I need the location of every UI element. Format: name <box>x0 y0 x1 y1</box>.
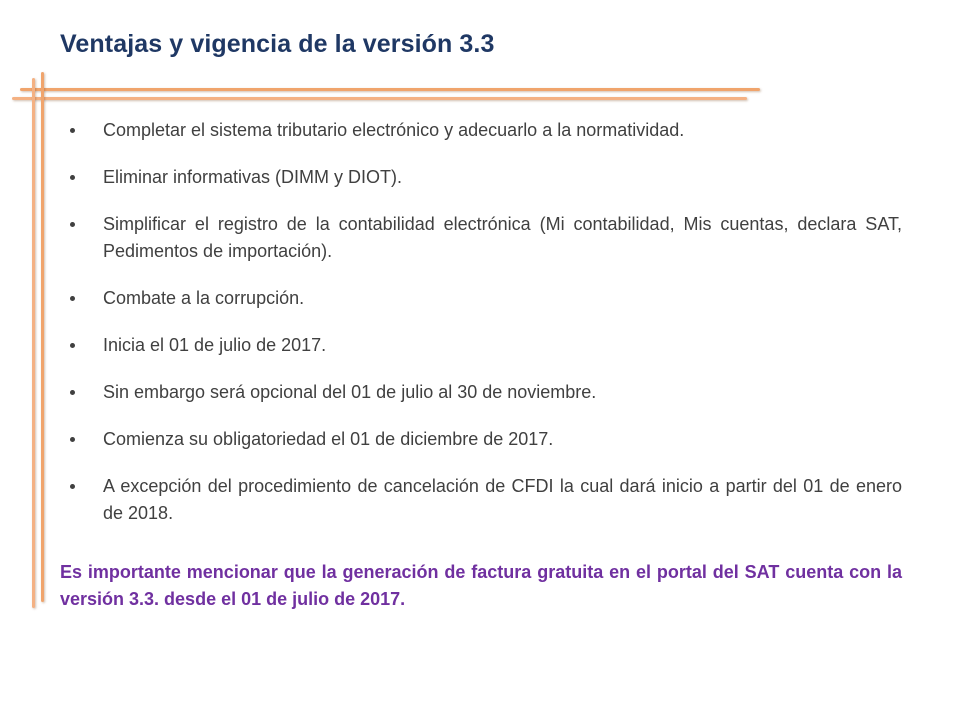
frame-line-horizontal-bottom <box>12 97 747 100</box>
bullet-icon <box>70 484 75 489</box>
frame-line-horizontal-top <box>20 88 760 91</box>
list-item-text: A excepción del procedimiento de cancelación de CFDI la cual dará inicio a partir del 01 de enero de 2018. <box>103 476 902 523</box>
list-item-text: Sin embargo será opcional del 01 de julio al 30 de noviembre. <box>103 382 597 402</box>
list-item-text: Completar el sistema tributario electrónico y adecuarlo a la normatividad. <box>103 120 685 140</box>
list-item <box>60 426 902 453</box>
list-item <box>60 164 902 191</box>
list-item <box>60 473 902 527</box>
list-item-text: Combate a la corrupción. <box>103 288 305 308</box>
list-item-text: Eliminar informativas (DIMM y DIOT). <box>103 167 403 187</box>
bullet-icon <box>70 128 75 133</box>
list-item <box>60 332 902 359</box>
list-item <box>60 117 902 144</box>
list-item <box>60 379 902 406</box>
list-item-text: Comienza su obligatoriedad el 01 de diciembre de 2017. <box>103 429 554 449</box>
bullet-icon <box>70 296 75 301</box>
list-item-text: Simplificar el registro de la contabilidad electrónica (Mi contabilidad, Mis cuentas, declara SAT, Pedimentos de importación). <box>103 214 902 261</box>
bullet-icon <box>70 222 75 227</box>
bullet-list <box>60 117 902 547</box>
frame-line-vertical-outer <box>32 78 35 608</box>
slide-title: Ventajas y vigencia de la versión 3.3 <box>60 30 495 58</box>
bullet-icon <box>70 343 75 348</box>
bullet-icon <box>70 437 75 442</box>
list-item-text: Inicia el 01 de julio de 2017. <box>103 335 327 355</box>
list-item <box>60 285 902 312</box>
bullet-icon <box>70 175 75 180</box>
important-note: Es importante mencionar que la generación de factura gratuita en el portal del SAT cuenta con la versión 3.3. desde el 01 de julio de 2017. <box>60 562 902 609</box>
bullet-icon <box>70 390 75 395</box>
list-item <box>60 211 902 265</box>
frame-line-vertical-inner <box>41 72 44 602</box>
